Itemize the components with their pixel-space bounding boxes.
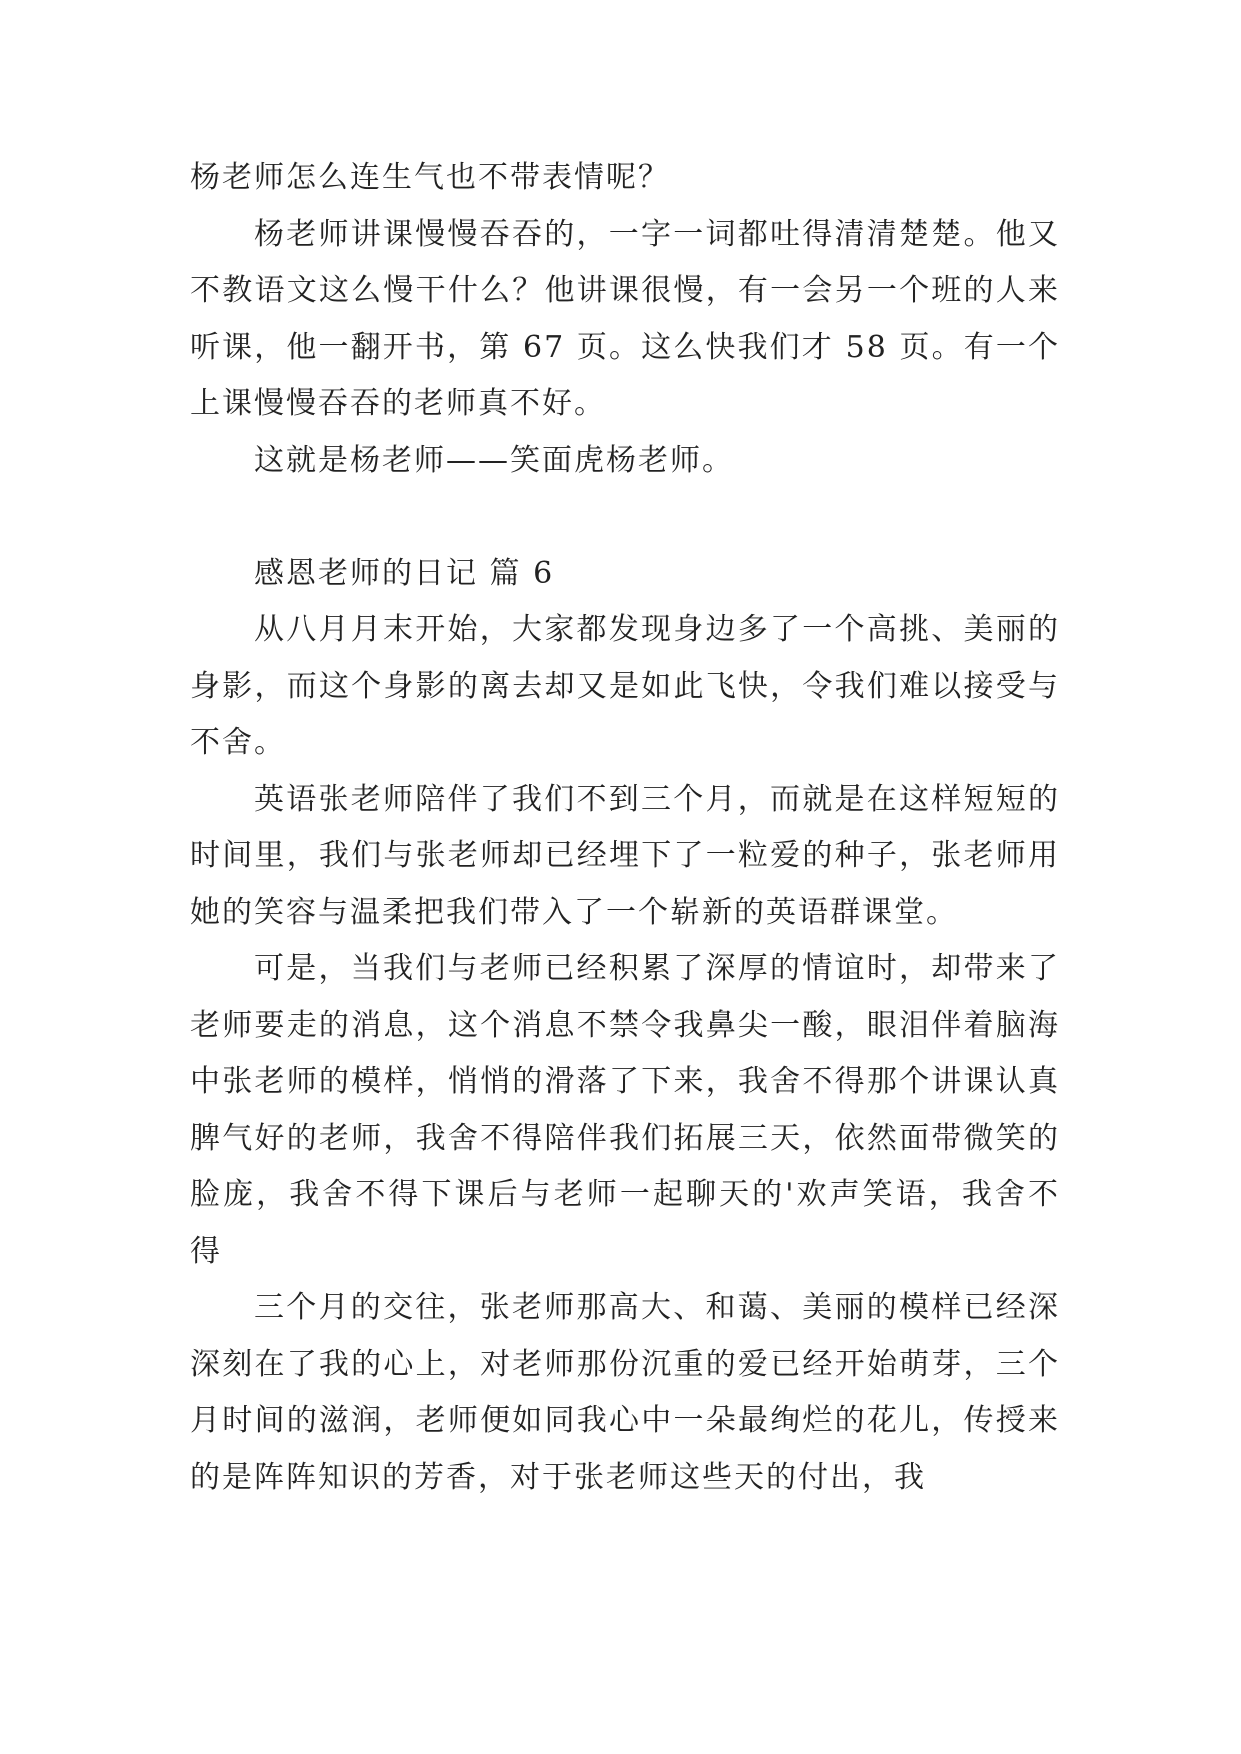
section-title: 感恩老师的日记 篇 6 (254, 555, 555, 591)
paragraph: 可是，当我们与老师已经积累了深厚的情谊时，却带来了老师要走的消息，这个消息不禁令我鼻尖一酸，眼泪伴着脑海中张老师的模样，悄悄的滑落了下来，我舍不得那个讲课认真脾气好的老师，我舍不得陪伴我们拓展三天，依然面带微笑的脸庞，我舍不得下课后与老师一起聊天的'欢声笑语，我舍不得 (190, 951, 1060, 1269)
paragraph-continuation: 杨老师怎么连生气也不带表情呢？ (190, 160, 670, 195)
document-body (190, 150, 1060, 1506)
paragraph: 杨老师讲课慢慢吞吞的，一字一词都吐得清清楚楚。他又不教语文这么慢干什么？他讲课很慢，有一会另一个班的人来听课，他一翻开书，第 67 页。这么快我们才 58 页。有一个上课慢慢吞吞的老师真不好。 (190, 216, 1060, 421)
paragraph: 从八月月末开始，大家都发现身边多了一个高挑、美丽的身影，而这个身影的离去却又是如此飞快，令我们难以接受与不舍。 (190, 612, 1060, 760)
paragraph: 英语张老师陪伴了我们不到三个月，而就是在这样短短的时间里，我们与张老师却已经埋下了一粒爱的种子，张老师用她的笑容与温柔把我们带入了一个崭新的英语群课堂。 (190, 781, 1060, 930)
section-spacer (190, 489, 1060, 546)
paragraph: 这就是杨老师——笑面虎杨老师。 (254, 442, 734, 478)
paragraph: 三个月的交往，张老师那高大、和蔼、美丽的模样已经深深刻在了我的心上，对老师那份沉重的爱已经开始萌芽，三个月时间的滋润，老师便如同我心中一朵最绚烂的花儿，传授来的是阵阵知识的芳香，对于张老师这些天的付出，我 (190, 1290, 1060, 1495)
